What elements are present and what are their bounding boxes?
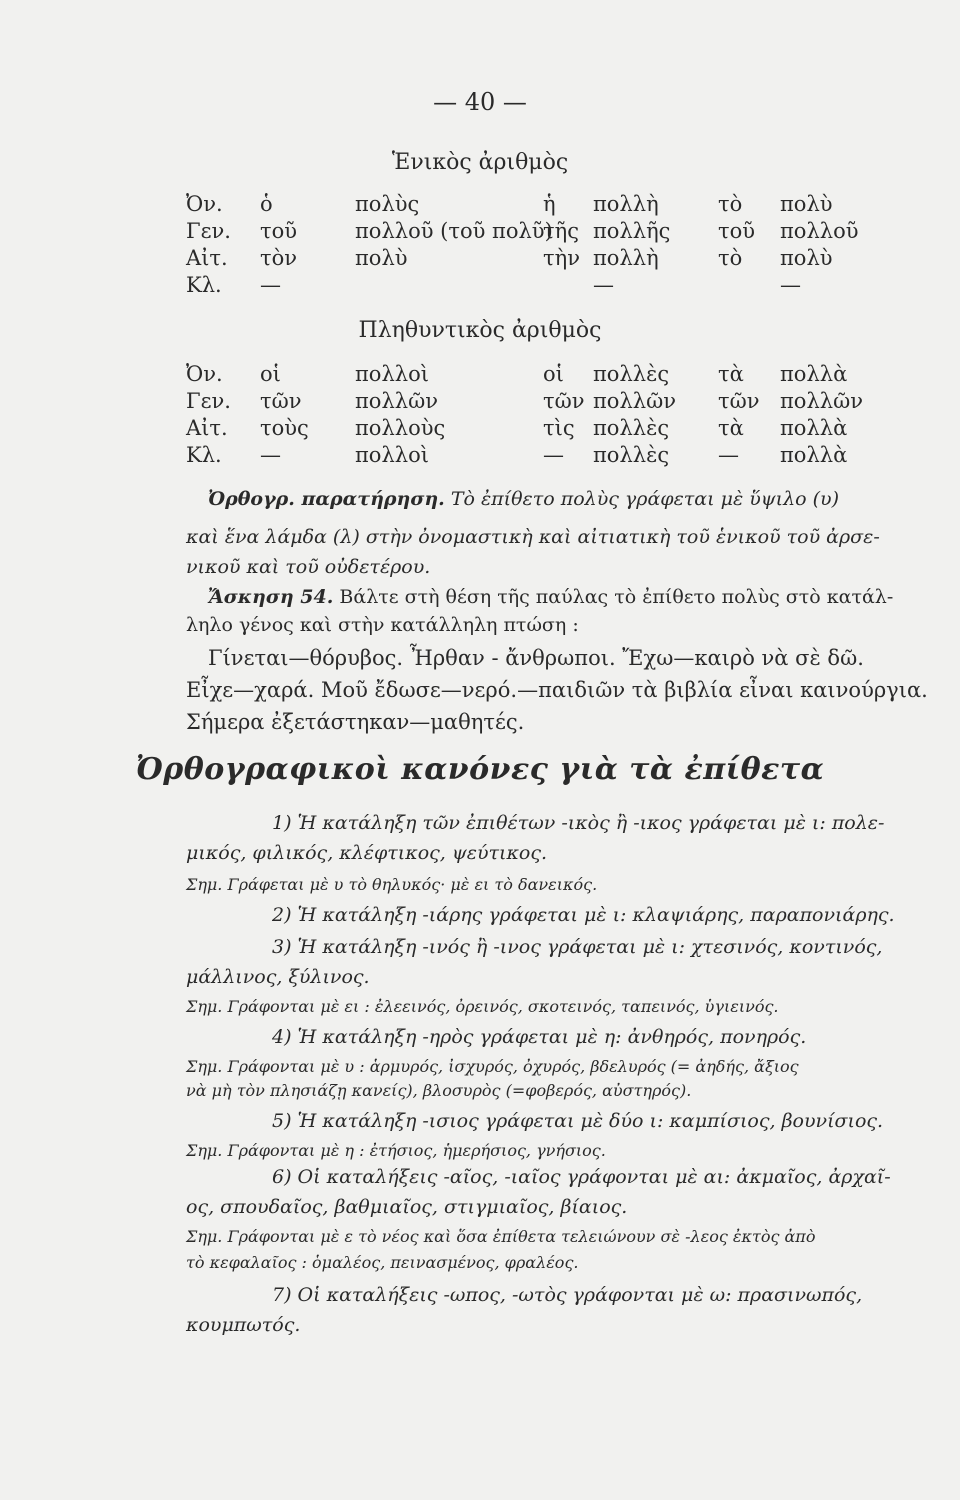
rule-7-cont: κουμπωτός. xyxy=(186,1314,301,1336)
declension-row xyxy=(0,273,960,303)
remark-line-2: καὶ ἕνα λάμδα (λ) στὴν ὀνομαστικὴ καὶ αἰτιατικὴ τοῦ ἑνικοῦ τοῦ ἀρσε- xyxy=(186,526,880,548)
declension-cell: πολλοὶ xyxy=(355,443,429,467)
declension-cell: τῶν xyxy=(260,389,302,413)
declension-cell: πολλοὶ xyxy=(355,362,429,386)
declension-cell: πολὺ xyxy=(780,192,833,216)
declension-cell: πολλῶν xyxy=(780,389,863,413)
rule-7 xyxy=(186,1280,936,1340)
remark-line-3: νικοῦ καὶ τοῦ οὐδετέρου. xyxy=(186,556,431,578)
declension-cell: — xyxy=(718,443,739,467)
declension-row xyxy=(0,246,960,276)
exercise-line-2: ληλο γένος καὶ στὴν κατάλληλη πτώση : xyxy=(186,614,579,636)
declension-cell: Αἰτ. xyxy=(186,246,228,270)
declension-cell: τὴν xyxy=(543,246,580,270)
rule-6-note-cont: τὸ κεφαλαῖος : ὁμαλέος, πεινασμένος, φραλέος. xyxy=(186,1253,579,1272)
declension-cell: τὸ xyxy=(718,246,743,270)
declension-cell: τὸ xyxy=(718,192,743,216)
rule-6-note: Σημ. Γράφονται μὲ ε τὸ νέος καὶ ὅσα ἐπίθετα τελειώνουν σὲ -λεος ἐκτὸς ἀπὸ xyxy=(186,1227,816,1246)
declension-cell: — xyxy=(260,273,281,297)
declension-cell: πολὺς xyxy=(355,192,420,216)
exercise-line-5: Σήμερα ἐξετάστηκαν—μαθητές. xyxy=(186,710,525,734)
declension-cell: πολλῆς xyxy=(593,219,671,243)
declension-cell: πολλοὺς xyxy=(355,416,446,440)
declension-cell: οἱ xyxy=(543,362,564,386)
declension-cell: πολὺ xyxy=(780,246,833,270)
declension-cell: τοῦ xyxy=(718,219,756,243)
plural-heading: Πληθυντικὸς ἀριθμὸς xyxy=(358,318,602,343)
exercise-label: Ἄσκηση 54. xyxy=(208,586,334,608)
rule-6-text: 6) Οἱ καταλήξεις -αῖος, -ιαῖος γράφονται μὲ αι: ἀκμαῖος, ἀρχαῖ- xyxy=(272,1166,891,1188)
declension-row xyxy=(0,416,960,446)
rule-5-note: Σημ. Γράφονται μὲ η : ἐτήσιος, ἡμερήσιος, γνήσιος. xyxy=(186,1141,606,1160)
rule-5: 5) Ἡ κατάληξη -ισιος γράφεται μὲ δύο ι: καμπίσιος, βουνίσιος. xyxy=(272,1110,884,1132)
declension-row xyxy=(0,389,960,419)
declension-cell: πολλῶν xyxy=(593,389,676,413)
declension-cell: οἱ xyxy=(260,362,281,386)
exercise-line-1 xyxy=(208,586,893,608)
remark-line-1 xyxy=(208,488,839,510)
rule-6-cont: ος, σπουδαῖος, βαθμιαῖος, στιγμιαῖος, βίαιος. xyxy=(186,1196,628,1218)
declension-cell: τῶν xyxy=(543,389,585,413)
declension-cell: — xyxy=(543,443,564,467)
rule-3 xyxy=(186,932,936,992)
declension-row xyxy=(0,192,960,222)
declension-cell: τὰ xyxy=(718,416,744,440)
declension-cell: πολλὲς xyxy=(593,362,670,386)
rule-4: 4) Ἡ κατάληξη -ηρὸς γράφεται μὲ η: ἀνθηρός, πονηρός. xyxy=(272,1026,807,1048)
declension-cell: τὶς xyxy=(543,416,575,440)
declension-cell: πολλὴ xyxy=(593,246,659,270)
rule-4-note: Σημ. Γράφονται μὲ υ : ἁρμυρός, ἰσχυρός, ὀχυρός, βδελυρός (= ἀηδής, ἄξιος xyxy=(186,1057,799,1076)
declension-row xyxy=(0,362,960,392)
rule-1-note: Σημ. Γράφεται μὲ υ τὸ θηλυκός· μὲ ει τὸ δανεικός. xyxy=(186,875,598,894)
remark-label: Ὀρθογρ. παρατήρηση. xyxy=(208,488,445,510)
singular-heading: Ἑνικὸς ἀριθμὸς xyxy=(391,150,569,175)
declension-cell: τῶν xyxy=(718,389,760,413)
rule-1-cont: μικός, φιλικός, κλέφτικος, ψεύτικος. xyxy=(186,842,548,864)
remark-text-1: Τὸ ἐπίθετο πολὺς γράφεται μὲ ὕψιλο (υ) xyxy=(450,488,840,510)
rule-1-text: 1) Ἡ κατάληξη τῶν ἐπιθέτων -ικὸς ἢ -ικος γράφεται μὲ ι: πολε- xyxy=(272,812,885,834)
declension-row xyxy=(0,219,960,249)
rule-3-note: Σημ. Γράφονται μὲ ει : ἐλεεινός, ὀρεινός, σκοτεινός, ταπεινός, ὑγιεινός. xyxy=(186,997,779,1016)
declension-cell: Γεν. xyxy=(186,389,231,413)
declension-cell: πολλοῦ (τοῦ πολῦ) xyxy=(355,219,553,243)
declension-cell: Κλ. xyxy=(186,443,222,467)
declension-cell: πολλῶν xyxy=(355,389,438,413)
declension-cell: πολὺ xyxy=(355,246,408,270)
declension-cell: πολλὲς xyxy=(593,443,670,467)
rule-3-text: 3) Ἡ κατάληξη -ινός ἢ -ινος γράφεται μὲ ι: χτεσινός, κοντινός, xyxy=(272,936,883,958)
page-number: — 40 — xyxy=(433,88,527,116)
rule-4-note-cont: νὰ μὴ τὸν πλησιάζῃ κανείς), βλοσυρὸς (=φοβερός, αὐστηρός). xyxy=(186,1081,692,1100)
declension-cell: τοῦ xyxy=(260,219,298,243)
declension-cell: ὁ xyxy=(260,192,273,216)
exercise-text-1: Βάλτε στὴ θέση τῆς παύλας τὸ ἐπίθετο πολὺς στὸ κατάλ- xyxy=(339,586,894,608)
declension-cell: — xyxy=(260,443,281,467)
rule-6 xyxy=(186,1162,936,1222)
declension-cell: πολλὴ xyxy=(593,192,659,216)
rule-1 xyxy=(186,808,936,868)
declension-cell: Ὀν. xyxy=(186,362,223,386)
declension-cell: τοὺς xyxy=(260,416,309,440)
declension-cell: — xyxy=(780,273,801,297)
declension-cell: πολλὰ xyxy=(780,416,848,440)
declension-cell: πολλὲς xyxy=(593,416,670,440)
declension-cell: Αἰτ. xyxy=(186,416,228,440)
declension-cell: πολλὰ xyxy=(780,443,848,467)
rule-2: 2) Ἡ κατάληξη -ιάρης γράφεται μὲ ι: κλαψιάρης, παραπονιάρης. xyxy=(272,904,895,926)
declension-row xyxy=(0,443,960,473)
rule-7-text: 7) Οἱ καταλήξεις -ωπος, -ωτὸς γράφονται μὲ ω: πρασινωπός, xyxy=(272,1284,863,1306)
declension-cell: τὸν xyxy=(260,246,298,270)
declension-cell: — xyxy=(593,273,614,297)
declension-cell: τῆς xyxy=(543,219,579,243)
rule-3-cont: μάλλινος, ξύλινος. xyxy=(186,966,370,988)
declension-cell: πολλὰ xyxy=(780,362,848,386)
declension-cell: Κλ. xyxy=(186,273,222,297)
declension-cell: Γεν. xyxy=(186,219,231,243)
exercise-line-3: Γίνεται—θόρυβος. Ἦρθαν - ἄνθρωποι. Ἔχω—καιρὸ νὰ σὲ δῶ. xyxy=(208,646,864,670)
declension-cell: ἡ xyxy=(543,192,556,216)
declension-cell: πολλοῦ xyxy=(780,219,859,243)
rules-title: Ὀρθογραφικοὶ κανόνες γιὰ τὰ ἐπίθετα xyxy=(135,752,825,787)
declension-cell: Ὀν. xyxy=(186,192,223,216)
exercise-line-4: Εἶχε—χαρά. Μοῦ ἔδωσε—νερό.—παιδιῶν τὰ βιβλία εἶναι καινούργια. xyxy=(186,678,928,702)
declension-cell: τὰ xyxy=(718,362,744,386)
